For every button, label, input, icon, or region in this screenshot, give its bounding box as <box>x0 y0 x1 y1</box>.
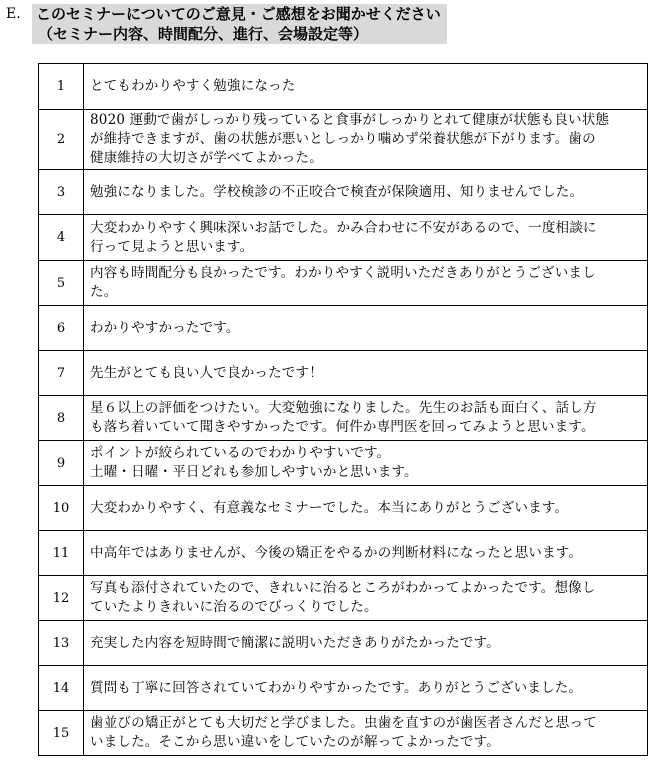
comments-table <box>38 63 648 756</box>
comment-line: 内容も時間配分も良かったです。わかりやすく説明いただきありがとうございまし <box>90 265 596 281</box>
row-number: 4 <box>39 215 84 261</box>
table-row <box>39 576 648 621</box>
comment-line: ていたよりきれいに治るのでびっくりでした。 <box>90 599 378 615</box>
table-row <box>39 110 648 170</box>
row-number: 10 <box>39 486 84 531</box>
comment-line: 先生がとても良い人で良かったです！ <box>90 364 323 381</box>
comment-cell <box>84 215 648 261</box>
row-number: 3 <box>39 170 84 215</box>
comment-cell <box>84 351 648 396</box>
comment-cell <box>84 666 648 711</box>
row-number: 12 <box>39 576 84 621</box>
table-row <box>39 531 648 576</box>
comment-cell <box>84 170 648 215</box>
comment-cell <box>84 486 648 531</box>
table-row <box>39 351 648 396</box>
comment-line: 写真も添付されていたので、きれいに治るところがわかってよかったです。想像し <box>90 580 596 596</box>
comment-cell <box>84 441 648 486</box>
section-heading-box <box>32 4 447 44</box>
comment-line: 歯並びの矯正がとても大切だと学びました。虫歯を直すのが歯医者さんだと思って <box>90 715 597 731</box>
comment-cell <box>84 64 648 110</box>
comment-line: た。 <box>90 284 118 300</box>
comment-line: 中高年ではありませんが、今後の矯正をやるかの判断材料になったと思います。 <box>90 544 583 561</box>
comment-cell <box>84 110 648 170</box>
comment-cell <box>84 621 648 666</box>
table-row <box>39 215 648 261</box>
comment-line: 大変わかりやすく興味深いお話でした。かみ合わせに不安があるので、一度相談に <box>90 219 597 236</box>
table-row <box>39 396 648 441</box>
section-label: E. <box>6 6 21 22</box>
comment-cell <box>84 576 648 621</box>
comment-line: も落ち着いていて聞きやすかったです。何件か専門医を回ってみようと思います。 <box>90 419 595 435</box>
comment-cell <box>84 306 648 351</box>
row-number: 14 <box>39 666 84 711</box>
table-row <box>39 64 648 110</box>
table-row <box>39 486 648 531</box>
comment-line: 星６以上の評価をつけたい。大変勉強になりました。先生のお話も面白く、話し方 <box>90 400 597 416</box>
comment-line: 大変わかりやすく、有意義なセミナーでした。本当にありがとうございます。 <box>90 499 569 516</box>
comment-cell <box>84 261 648 306</box>
row-number: 5 <box>39 261 84 306</box>
comment-line: 8020 運動で歯がしっかり残っていると食事がしっかりとれて健康が状態も良い状態 <box>90 112 610 128</box>
comment-line: ポイントが絞られているのでわかりやすいです。 <box>90 445 391 461</box>
section-heading <box>6 4 447 44</box>
comment-line: 行って見ようと思います。 <box>90 238 254 255</box>
comment-cell <box>84 711 648 756</box>
comment-line: いました。そこから思い違いをしていたのが解ってよかったです。 <box>90 734 500 750</box>
row-number: 11 <box>39 531 84 576</box>
row-number: 7 <box>39 351 84 396</box>
comment-line: 土曜・日曜・平日どれも参加しやすいかと思います。 <box>90 464 418 480</box>
comment-line: 質問も丁寧に回答されていてわかりやすかったです。ありがとうございました。 <box>90 679 583 696</box>
section-subtitle: （セミナー内容、時間配分、進行、会場設定等） <box>38 25 369 43</box>
row-number: 2 <box>39 110 84 170</box>
table-row <box>39 306 648 351</box>
table-row <box>39 666 648 711</box>
table-row <box>39 170 648 215</box>
row-number: 6 <box>39 306 84 351</box>
table-row <box>39 261 648 306</box>
comment-line: 充実した内容を短時間で簡潔に説明いただきありがたかったです。 <box>90 634 500 651</box>
row-number: 9 <box>39 441 84 486</box>
comment-line: とてもわかりやすく勉強になった <box>90 78 296 94</box>
comment-line: が維持できますが、歯の状態が悪いとしっかり噛めず栄養状態が下がります。歯の <box>90 131 596 147</box>
row-number: 1 <box>39 64 84 110</box>
table-row <box>39 441 648 486</box>
table-row <box>39 621 648 666</box>
row-number: 15 <box>39 711 84 756</box>
row-number: 13 <box>39 621 84 666</box>
comment-line: 勉強になりました。学校検診の不正咬合で検査が保険適用、知りませんでした。 <box>90 183 584 200</box>
table-row <box>39 711 648 756</box>
comment-cell <box>84 531 648 576</box>
comment-cell <box>84 396 648 441</box>
comment-line: 健康維持の大切さが学べてよかった。 <box>90 150 323 166</box>
comment-line: わかりやすかったです。 <box>90 319 240 336</box>
section-title: このセミナーについてのご意見・ご感想をお聞かせください <box>36 5 441 23</box>
row-number: 8 <box>39 396 84 441</box>
